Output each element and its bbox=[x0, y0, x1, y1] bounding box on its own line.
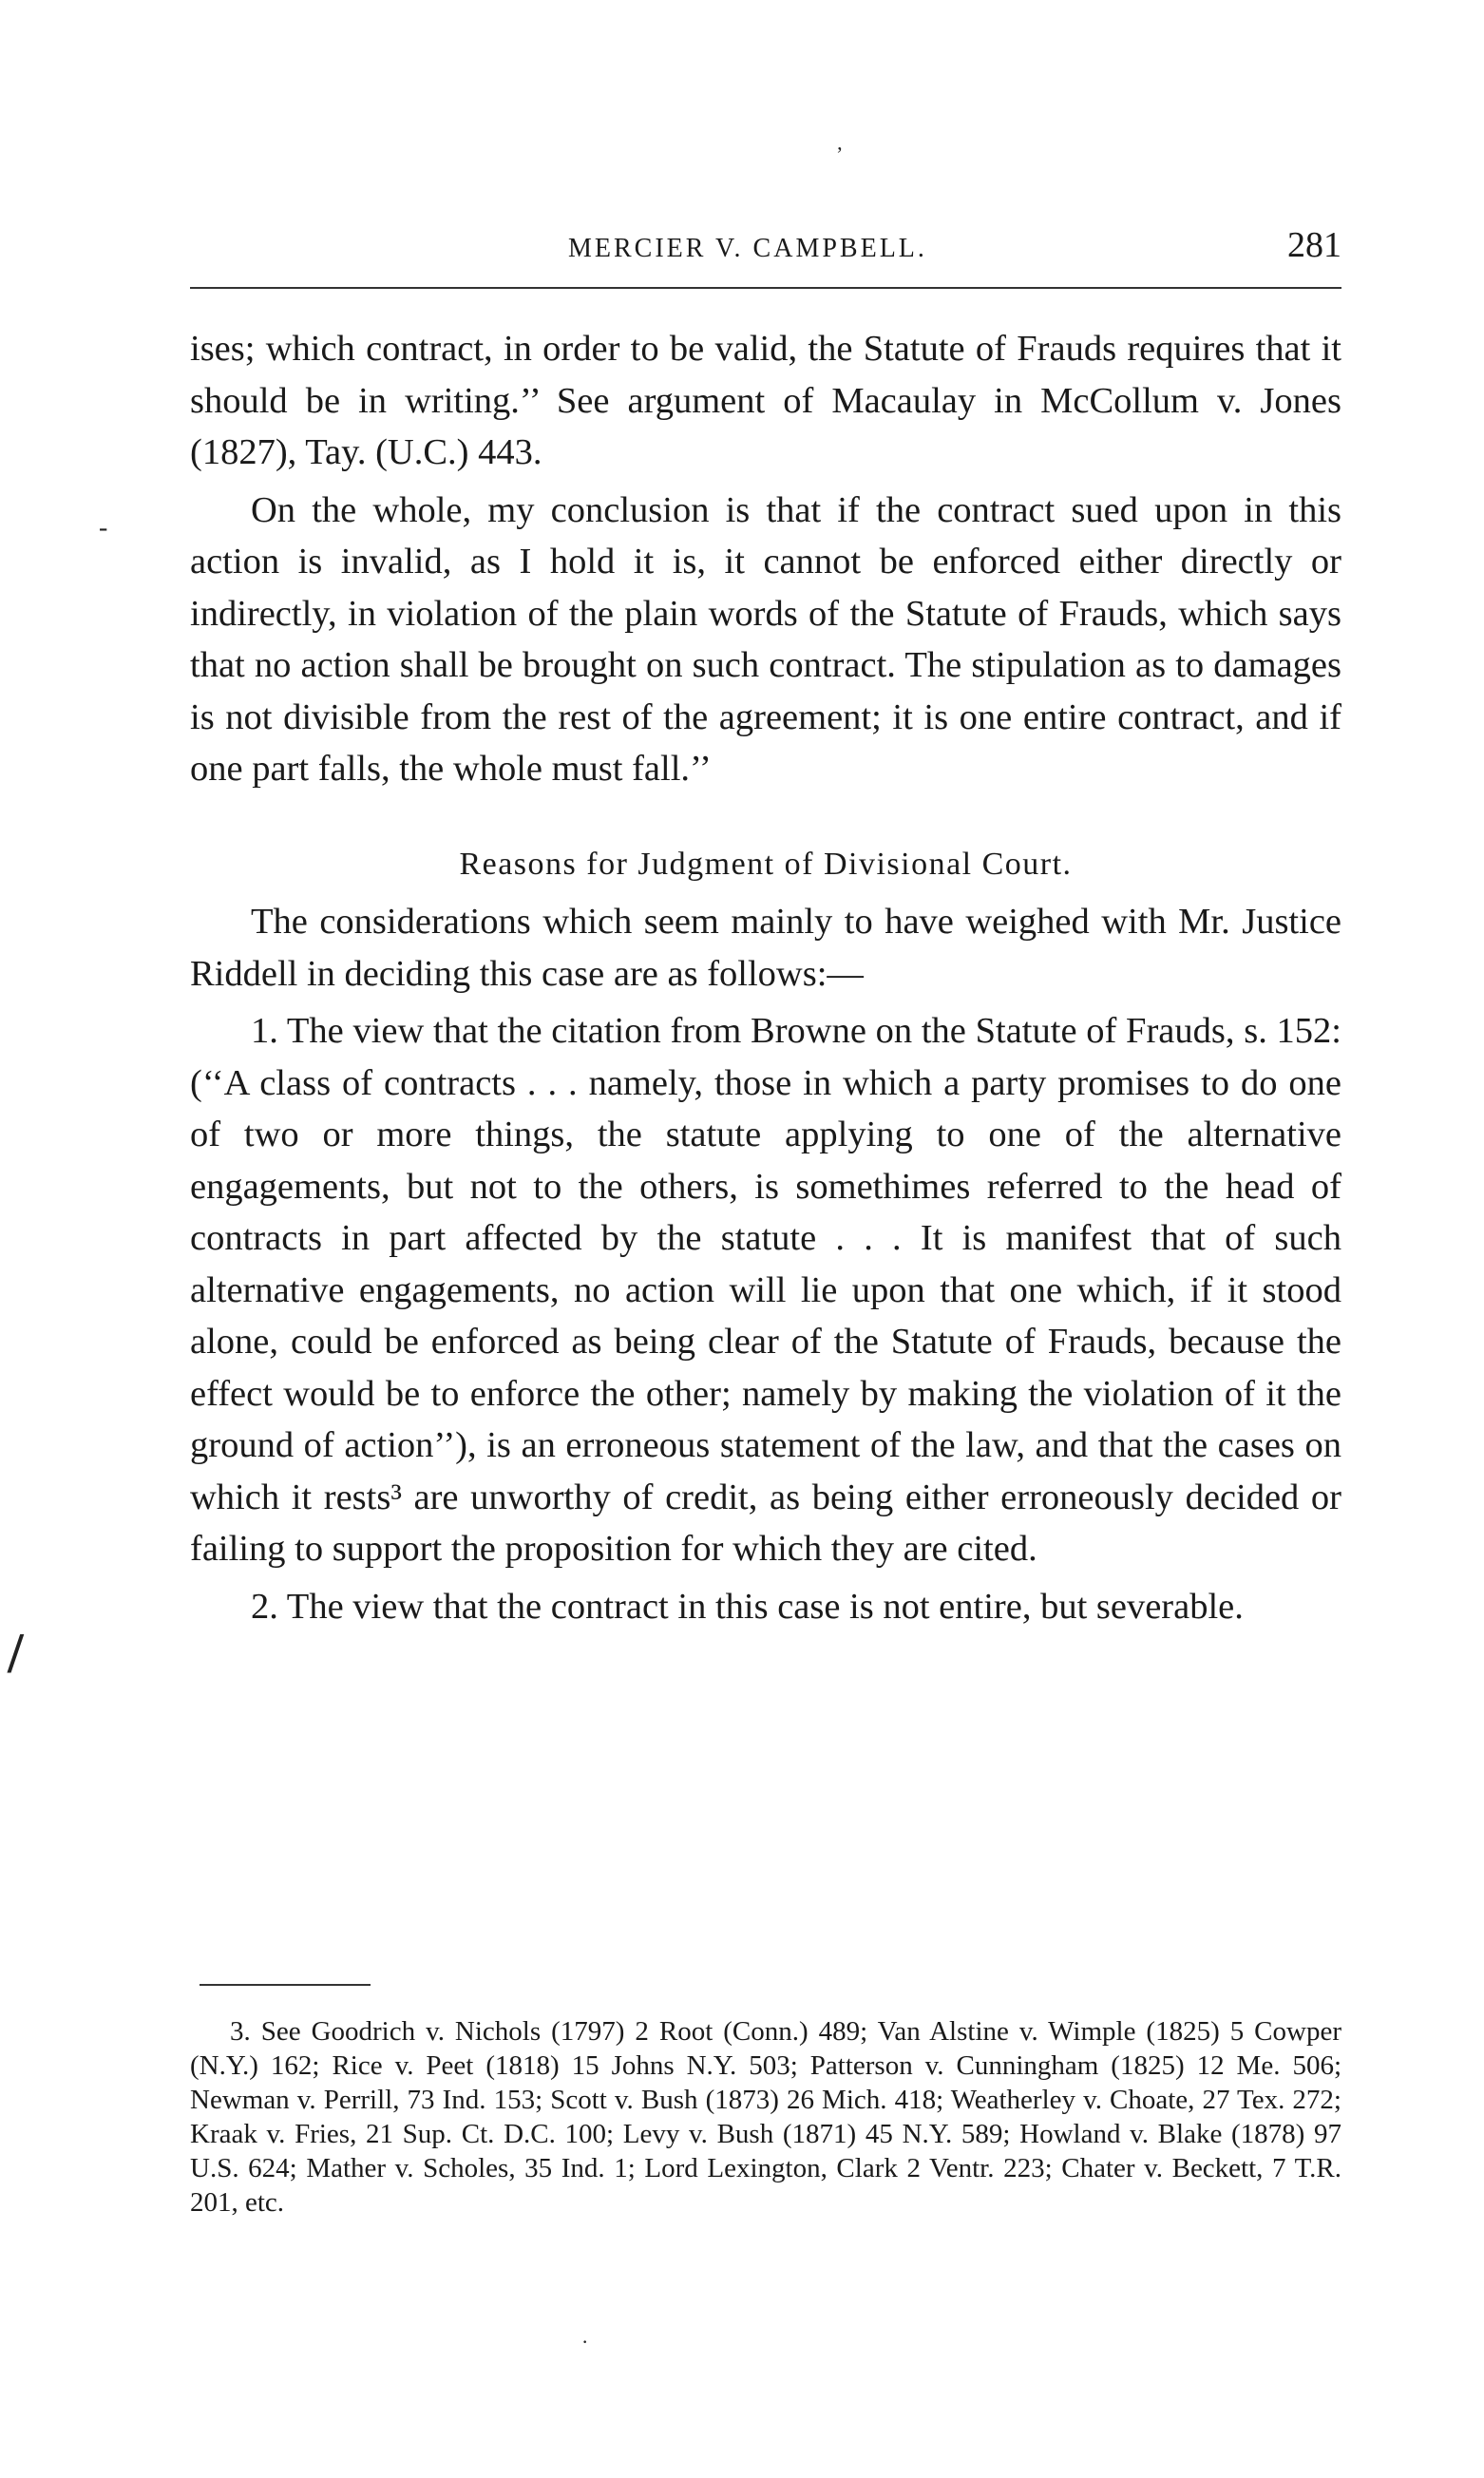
paragraph-considerations: The considerations which seem mainly to have weighed with Mr. Justice Riddell in deciding this case are as follows:— bbox=[190, 902, 1341, 994]
running-title: MERCIER V. CAMPBELL. bbox=[568, 234, 927, 263]
stray-mark-dash: - bbox=[99, 513, 108, 543]
section-heading: Reasons for Judgment of Divisional Court. bbox=[459, 846, 1073, 882]
stray-mark-dot: · bbox=[581, 2330, 589, 2354]
stray-mark-slash: / bbox=[8, 1622, 24, 1685]
footnote-rule bbox=[200, 1984, 371, 1986]
paragraph-continuation: ises; which contract, in order to be valid, the Statute of Frauds requires that it should be in writing.’’ See argument of Macaulay in McCollum v. Jones (1827), Tay. (U.C.) 443. bbox=[190, 329, 1341, 472]
footnote: 3. See Goodrich v. Nichols (1797) 2 Root (Conn.) 489; Van Alstine v. Wimple (1825) 5 Cowper (N.Y.) 162; Rice v. Peet (1818) 15 Johns N.Y. 503; Patterson v. Cunningham (1825) 12 Me. 506; Newman v. Perrill, 73 Ind. 153; Scott v. Bush (1873) 26 Mich. 418; Weatherley v. Choate, 27 Tex. 272; Kraak v. Fries, 21 Sup. Ct. D.C. 100; Levy v. Bush (1871) 45 N.Y. 589; Howland v. Blake (1878) 97 U.S. 624; Mather v. Scholes, 35 Ind. 1; Lord Lexington, Clark 2 Ventr. 223; Chater v. Beckett, 7 T.R. 201, etc. bbox=[190, 2016, 1341, 2218]
paragraph-point-two: 2. The view that the contract in this case is not entire, but severable. bbox=[251, 1586, 1244, 1627]
header-rule bbox=[190, 287, 1341, 289]
paragraph-conclusion: On the whole, my conclusion is that if the contract sued upon in this action is invalid, as I hold it is, it cannot be enforced either directly or indirectly, in violation of the plain words of the Statute of Frauds, which says that no action shall be brought on such contract. The stipulation as to damages is not divisible from the rest of the agreement; it is one entire contract, and if one part falls, the whole must fall.’’ bbox=[190, 489, 1341, 789]
body-text bbox=[190, 323, 1341, 1632]
stray-mark-comma: ʼ bbox=[836, 143, 844, 166]
page-number: 281 bbox=[1287, 225, 1341, 265]
running-head bbox=[190, 224, 1341, 281]
paragraph-point-one: 1. The view that the citation from Browne on the Statute of Frauds, s. 152: (‘‘A class of contracts . . . namely, those in which a party promises to do one of two or more things, the statute applying to one of the alternative engagements, but not to the others, is somethimes referred to the head of contracts in part affected by the statute . . . It is manifest that of such alternative engagements, no action will lie upon that one which, if it stood alone, could be enforced as being clear of the Statute of Frauds, because the effect would be to enforce the other; namely by making the violation of it the ground of action’’), is an erroneous statement of the law, and that the cases on which it rests³ are unworthy of credit, as being either erroneously decided or failing to support the proposition for which they are cited. bbox=[190, 1011, 1341, 1569]
